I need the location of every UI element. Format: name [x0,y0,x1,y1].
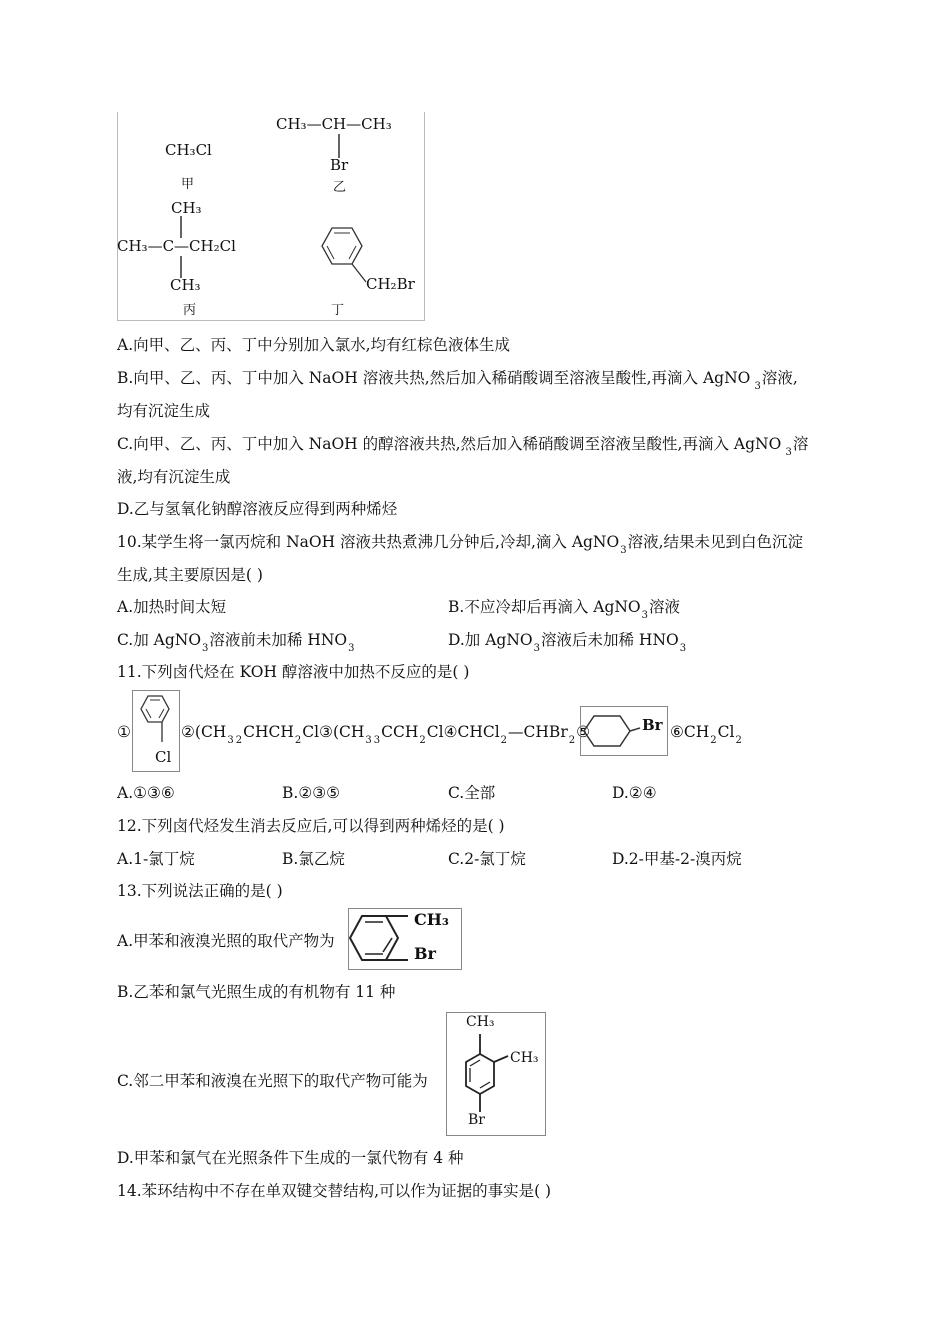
sub: 2 [735,735,742,746]
q10-stem [117,532,803,555]
q13-c-ch3-right: CH₃ [510,1050,539,1066]
q11-option-a: A.①③⑥ [117,784,175,802]
q13-option-b: B.乙苯和氯气光照生成的有机物有 11 种 [117,983,396,1001]
chlorobenzene-cl: Cl [155,748,172,766]
mol-jia-label: 甲 [181,177,195,192]
sub: 3 [348,643,355,654]
mol-bing-main: CH₃—C—CH₂Cl [117,237,236,255]
mol-yi-bond [337,134,341,158]
q12-option-a: A.1-氯丁烷 [117,850,195,868]
q13-a-ch3: CH₃ [414,910,449,929]
q10-stem-text2: 溶液,结果未见到白色沉淀 [627,533,804,551]
mol-bing-ch3-top: CH₃ [171,199,202,217]
q13-option-d: D.甲苯和氯气在光照条件下生成的一氯代物有 4 种 [117,1149,464,1167]
mol-yi-chain: CH₃—CH—CH₃ [276,115,392,133]
q10-option-d [448,630,687,653]
sub: 3 [227,735,234,746]
q13-a-br: Br [414,944,436,963]
mol-bing-ch3-bottom: CH₃ [170,276,201,294]
q10-option-c-text2: 溶液前未加稀 HNO [209,631,348,649]
q10-stem-cont: 生成,其主要原因是( ) [117,566,263,584]
q14-stem: 14.苯环结构中不存在单双键交替结构,可以作为证据的事实是( ) [117,1182,552,1200]
q9-option-b [117,368,798,391]
q9-option-c [117,434,808,457]
sub: 2 [294,735,302,746]
sub: 3 [202,643,209,654]
sub: 3 [620,545,627,556]
q11-choice-2: ②(CH [181,723,227,741]
q11-choice-6-text: ⑥CH [670,723,710,741]
q9-option-d: D.乙与氢氧化钠醇溶液反应得到两种烯烃 [117,500,398,518]
q9-option-c-text2: 溶 [792,435,809,453]
q10-option-d-text: D.加 AgNO [448,631,533,649]
benzene-ring-icon [446,1012,544,1134]
q13-option-c: C.邻二甲苯和液溴在光照下的取代产物可能为 [117,1072,428,1090]
q11-choice-1-num: ① [117,723,131,741]
q10-stem-text: 10.某学生将一氯丙烷和 NaOH 溶液共热煮沸几分钟后,冷却,滴入 AgNO [117,533,620,551]
q13-c-ch3-top: CH₃ [466,1014,495,1030]
q9-option-b-cont: 均有沉淀生成 [117,402,211,420]
mol-ding-label: 丁 [331,303,345,318]
sub: 2 [500,735,508,746]
q11-choice-4: ④CHCl [443,723,500,741]
q9-option-b-text: B.向甲、乙、丙、丁中加入 NaOH 溶液共热,然后加入稀硝酸调至溶液呈酸性,再滴入 AgNO [117,369,751,387]
q10-option-d-text2: 溶液后未加稀 HNO [541,631,679,649]
q10-option-a: A.加热时间太短 [117,598,227,616]
q11-choice-4b: —CHBr [508,723,568,741]
q11-option-b: B.②③⑤ [282,784,341,802]
sub: 2 [419,735,426,746]
benzene-ring-icon [132,692,178,752]
sub: 2 [710,735,717,746]
q10-option-c [117,630,356,653]
bromocyclohexane-br: Br [642,716,663,734]
q11-choice-3b: CCH [381,723,419,741]
q11-stem: 11.下列卤代烃在 KOH 醇溶液中加热不反应的是( ) [117,663,470,681]
mol-bing-label: 丙 [183,303,197,318]
sub: 3 [679,643,687,654]
q11-choices-row [181,722,590,745]
q12-stem: 12.下列卤代烃发生消去反应后,可以得到两种烯烃的是( ) [117,817,505,835]
q10-option-b-text: B.不应冷却后再滴入 AgNO [448,598,641,616]
q11-choice-3: ③(CH [319,723,365,741]
sub: 3 [373,735,381,746]
q11-option-c: C.全部 [448,784,496,802]
sub: 3 [641,610,649,621]
q11-choice-6 [670,722,743,745]
q10-option-b-text2: 溶液 [649,598,681,616]
sub: 2 [568,735,576,746]
q9-option-c-cont: 液,均有沉淀生成 [117,468,231,486]
sub: 3 [533,643,540,654]
sub: 3 [782,447,792,458]
q12-option-c: C.2-氯丁烷 [448,850,526,868]
q11-choice-2c: Cl [302,723,320,741]
sub: 3 [751,381,761,392]
q9-option-b-text2: 溶液, [761,369,798,387]
q13-option-a: A.甲苯和液溴光照的取代产物为 [117,932,335,950]
mol-ding-ch2br: CH₂Br [366,275,415,293]
q11-choice-2b: CHCH [243,723,294,741]
q11-choice-6b: Cl [717,723,735,741]
q11-choice-5: ⑤ [576,723,591,741]
sub: 3 [365,735,372,746]
q11-option-d: D.②④ [612,784,657,802]
mol-yi-br: Br [330,156,349,174]
q13-c-br: Br [468,1112,485,1128]
q12-option-b: B.氯乙烷 [282,850,345,868]
q11-choice-3c: Cl [426,723,444,741]
mol-jia-formula: CH₃Cl [165,141,212,159]
q9-option-c-text: C.向甲、乙、丙、丁中加入 NaOH 的醇溶液共热,然后加入稀硝酸调至溶液呈酸性,再滴入 AgNO [117,435,782,453]
q10-option-c-text: C.加 AgNO [117,631,202,649]
q12-option-d: D.2-甲基-2-溴丙烷 [612,850,742,868]
mol-yi-label: 乙 [333,180,347,195]
q13-stem: 13.下列说法正确的是( ) [117,882,283,900]
q10-option-b [448,597,680,620]
sub: 2 [235,735,243,746]
q9-option-a: A.向甲、乙、丙、丁中分别加入氯水,均有红棕色液体生成 [117,336,511,354]
